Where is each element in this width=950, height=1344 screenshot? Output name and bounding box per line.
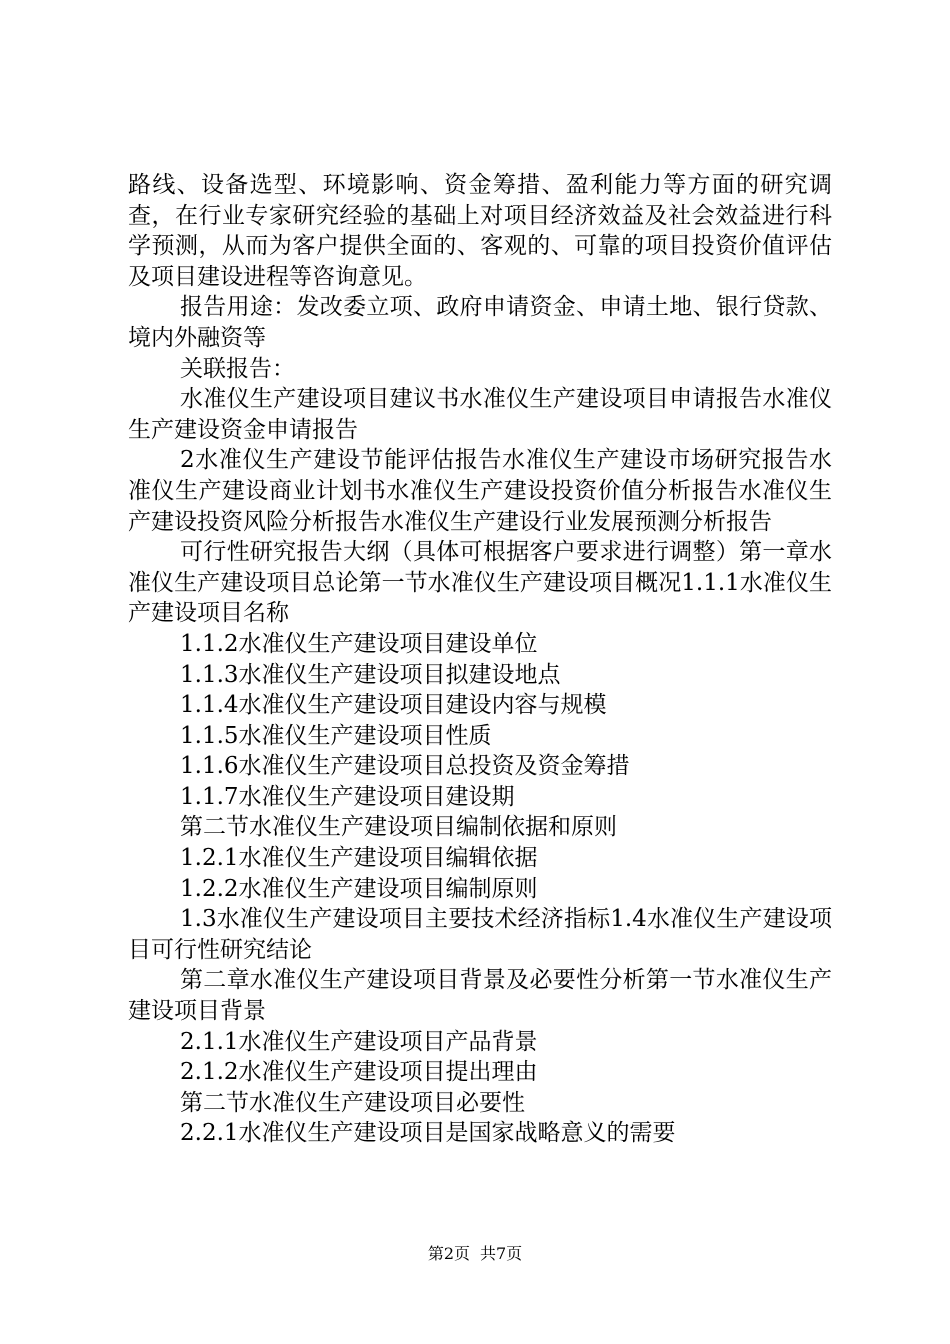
document-body	[128, 170, 832, 1149]
paragraph-18: 2.1.1水准仪生产建设项目产品背景	[180, 1028, 538, 1055]
page-total: 共7页	[480, 1244, 523, 1263]
page-footer	[0, 1244, 950, 1264]
paragraph-8: 1.1.3水准仪生产建设项目拟建设地点	[180, 661, 561, 688]
paragraph-21: 2.2.1水准仪生产建设项目是国家战略意义的需要	[180, 1120, 676, 1147]
paragraph-10: 1.1.5水准仪生产建设项目性质	[180, 722, 492, 749]
paragraph-16: 1.3水准仪生产建设项目主要技术经济指标1.4水准仪生产建设项目可行性研究结论	[128, 906, 832, 963]
paragraph-13: 第二节水准仪生产建设项目编制依据和原则	[180, 814, 617, 841]
paragraph-19: 2.1.2水准仪生产建设项目提出理由	[180, 1059, 538, 1086]
paragraph-12: 1.1.7水准仪生产建设项目建设期	[180, 783, 515, 810]
paragraph-15: 1.2.2水准仪生产建设项目编制原则	[180, 875, 538, 902]
page-number: 第2页	[427, 1244, 470, 1263]
paragraph-14: 1.2.1水准仪生产建设项目编辑依据	[180, 845, 538, 872]
paragraph-9: 1.1.4水准仪生产建设项目建设内容与规模	[180, 692, 607, 719]
paragraph-7: 1.1.2水准仪生产建设项目建设单位	[180, 630, 538, 657]
paragraph-6: 可行性研究报告大纲（具体可根据客户要求进行调整）第一章水准仪生产建设项目总论第一节水准仪生产建设项目概况1.1.1水准仪生产建设项目名称	[128, 539, 832, 627]
paragraph-5: 2水准仪生产建设节能评估报告水准仪生产建设市场研究报告水准仪生产建设商业计划书水准仪生产建设投资价值分析报告水准仪生产建设投资风险分析报告水准仪生产建设行业发展预测分析报告	[128, 447, 832, 535]
paragraph-2: 报告用途：发改委立项、政府申请资金、申请土地、银行贷款、境内外融资等	[128, 294, 832, 351]
paragraph-4: 水准仪生产建设项目建议书水准仪生产建设项目申请报告水准仪生产建设资金申请报告	[128, 386, 832, 443]
paragraph-11: 1.1.6水准仪生产建设项目总投资及资金筹措	[180, 753, 630, 780]
paragraph-3: 关联报告：	[180, 355, 295, 382]
paragraph-20: 第二节水准仪生产建设项目必要性	[180, 1089, 525, 1116]
paragraph-1: 路线、设备选型、环境影响、资金筹措、盈利能力等方面的研究调查，在行业专家研究经验的基础上对项目经济效益及社会效益进行科学预测，从而为客户提供全面的、客观的、可靠的项目投资价值评估及项目建设进程等咨询意见。	[128, 172, 832, 290]
paragraph-17: 第二章水准仪生产建设项目背景及必要性分析第一节水准仪生产建设项目背景	[128, 967, 832, 1025]
